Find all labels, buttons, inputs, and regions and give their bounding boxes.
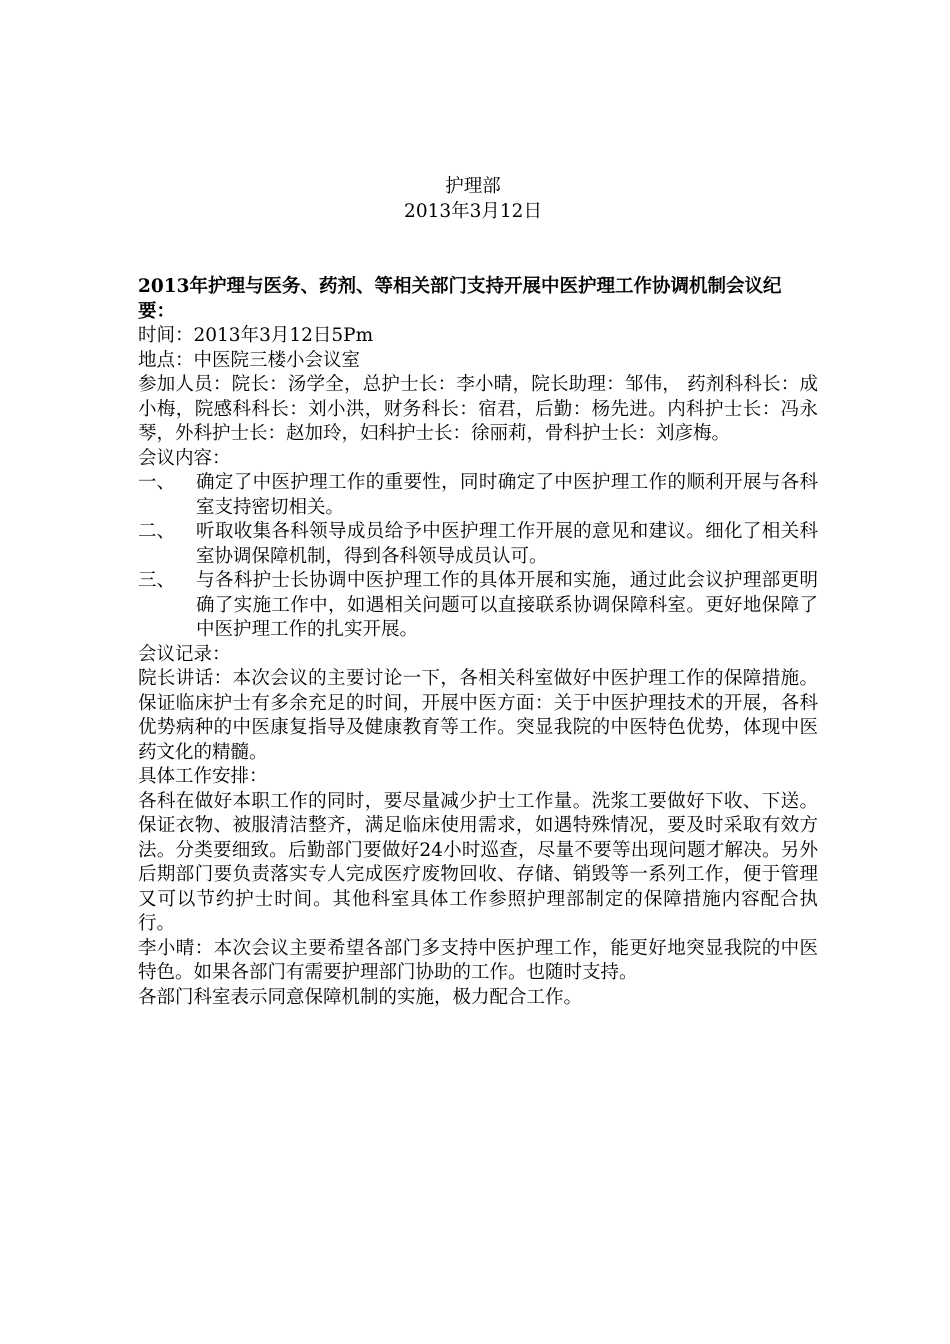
content-item: [138, 520, 818, 569]
meeting-location: 地点：中医院三楼小会议室: [138, 349, 361, 371]
li-speech: 李小晴：本次会议主要希望各部门多支持中医护理工作，能更好地突显我院的中医特色。如果各部门有需要护理部门协助的工作。也随时支持。: [138, 937, 818, 983]
record-heading: 会议记录：: [138, 643, 231, 665]
conclusion: 各部门科室表示同意保障机制的实施，极力配合工作。: [138, 986, 583, 1008]
header-date: 2013年3月12日: [404, 201, 542, 222]
arrangement-heading: 具体工作安排：: [138, 766, 268, 787]
arrangement-text: 各科在做好本职工作的同时，要尽量减少护士工作量。洗浆工要做好下收、下送。保证衣物、被服清洁整齐，满足临床使用需求，如遇特殊情况，要及时采取有效方法。分类要细致。后勤部门要做好24小时巡查，尽量不要等出现问题才解决。另外后期部门要负责落实专人完成医疗废物回收、存储、销毁等一系列工作，便于管理又可以节约护士时间。其他科室具体工作参照护理部制定的保障措施内容配合执行。: [138, 790, 818, 934]
document-title: 2013年护理与医务、药剂、等相关部门支持开展中医护理工作协调机制会议纪要：: [138, 276, 782, 322]
content-item: [138, 471, 818, 520]
document-header: [138, 175, 808, 225]
meeting-participants: 参加人员：院长：汤学全，总护士长：李小晴，院长助理：邹伟， 药剂科科长：成小梅，院感科科长：刘小洪，财务科长：宿君，后勤：杨先进。内科护士长：冯永琴，外科护士长：赵加玲，妇科护士长：徐丽莉，骨科护士长：刘彦梅。: [138, 374, 818, 444]
content-item-text: 与各科护士长协调中医护理工作的具体开展和实施，通过此会议护理部更明确了实施工作中，如遇相关问题可以直接联系协调保障科室。更好地保障了中医护理工作的扎实开展。: [196, 570, 818, 640]
content-item-number: 三、: [138, 570, 176, 591]
content-heading: 会议内容：: [138, 447, 231, 469]
content-item-number: 一、: [138, 472, 176, 493]
content-item-number: 二、: [138, 521, 176, 542]
document-body: [138, 275, 818, 1010]
content-item-text: 听取收集各科领导成员给予中医护理工作开展的意见和建议。细化了相关科室协调保障机制，得到各科领导成员认可。: [196, 521, 818, 567]
content-item-text: 确定了中医护理工作的重要性，同时确定了中医护理工作的顺利开展与各科室支持密切相关。: [196, 472, 818, 518]
content-item: [138, 569, 818, 643]
meeting-time: 时间：2013年3月12日5Pm: [138, 325, 374, 346]
dean-speech: 院长讲话：本次会议的主要讨论一下，各相关科室做好中医护理工作的保障措施。保证临床护士有多余充足的时间，开展中医方面：关于中医护理技术的开展，各科优势病种的中医康复指导及健康教育等工作。突显我院的中医特色优势，体现中医药文化的精髓。: [138, 668, 818, 763]
department-name: 护理部: [445, 176, 501, 197]
